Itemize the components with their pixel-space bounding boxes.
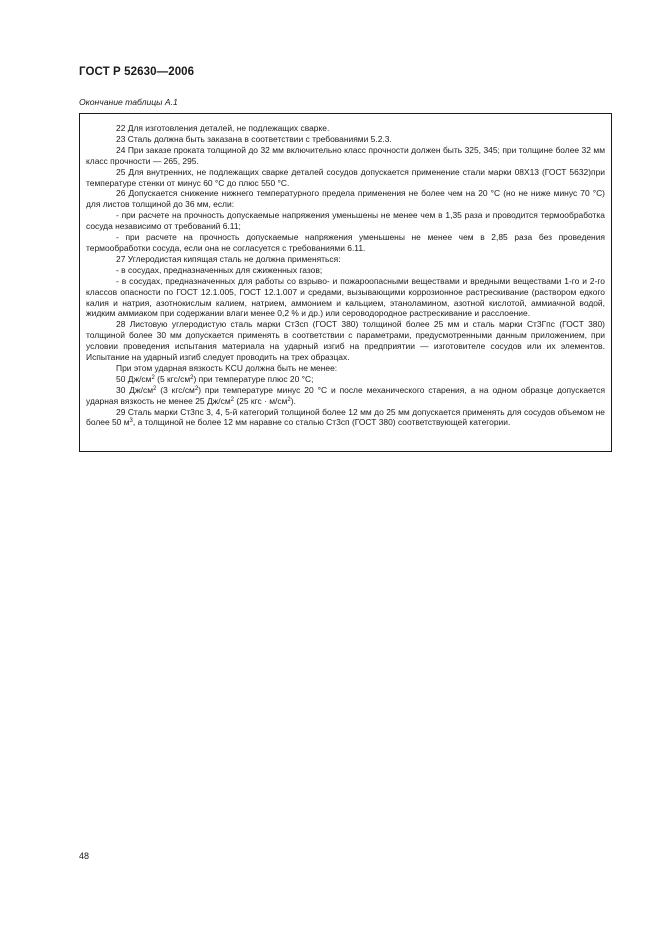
- note-27: 27 Углеродистая кипящая сталь не должна применяться:: [116, 253, 341, 264]
- superscript-2: 2: [194, 385, 199, 392]
- note-28-value-1: [86, 374, 605, 385]
- table-caption: Окончание таблицы А.1: [79, 97, 178, 107]
- note-26-item-a: - при расчете на прочность допускаемые напряжения уменьшены не менее чем в 1,35 раза и проводится термообработка сосуда независимо от требований 6.11;: [86, 210, 605, 232]
- note-28-value-2-post: ).: [290, 395, 296, 406]
- note-28-value-2: [86, 385, 605, 407]
- note-26-item-b: - при расчете на прочность допускаемые напряжения уменьшены не менее чем в 2,85 раза без проведения термообработки сосуда, если она не согласуется с требованиями 6.11.: [86, 232, 605, 253]
- superscript-2: 2: [153, 385, 157, 392]
- note-22: 22 Для изготовления деталей, не подлежащих сварке.: [116, 123, 330, 133]
- note-28-value-1-post: ) при температуре плюс 20 °С;: [193, 373, 314, 384]
- note-27-item-a: - в сосудах, предназначенных для сжиженных газов;: [116, 264, 323, 275]
- note-25: 25 Для внутренних, не подлежащих сварке деталей сосудов допускается применение стали марки 08Х13 (ГОСТ 5632)при температуре стенки от минус 60 °С до плюс 550 °С.: [86, 166, 605, 188]
- note-28: 28 Листовую углеродистую сталь марки Ст3сп (ГОСТ 380) толщиной более 25 мм и сталь марки Ст3Гпс (ГОСТ 380) толщиной более 30 мм допускается применять в соответствии с параметрами, предусмотренными данным приложением, при условии проведения испытания материала на ударный изгиб на предприятии — изготовителе сосудов или их элементов. Испытание на ударный изгиб следует проводить на трех образцах.: [86, 319, 605, 363]
- note-28-value-1-mid: (5 кгс/см: [154, 373, 191, 384]
- note-29-pre: 29 Сталь марки Ст3пс 3, 4, 5-й категорий толщиной более 12 мм до 25 мм допускается применять для сосудов объемом не более 50 м: [86, 406, 605, 428]
- note-28-value-2-mid3: (25 кгс · м/см: [234, 395, 288, 406]
- note-29: [86, 407, 605, 429]
- note-28-value-2-mid: (3 кгс/см: [156, 384, 195, 395]
- document-header: ГОСТ Р 52630—2006: [79, 66, 195, 78]
- page-number: 48: [79, 851, 90, 861]
- superscript-2: 2: [230, 396, 235, 403]
- note-26: 26 Допускается снижение нижнего температурного предела применения не более чем на 20 °С (но не ниже минус 70 °С) для листов толщиной до 36 мм, если:: [86, 188, 605, 210]
- note-28-value-2-pre: 30 Дж/см: [116, 384, 154, 395]
- note-29-post: , а толщиной не более 12 мм наравне со сталью Ст3сп (ГОСТ 380) соответствующей категории.: [132, 417, 511, 428]
- notes-box: [79, 113, 612, 452]
- note-28-value-2-mid2: ) при температуре минус 20 °С и после механического старения, а на одном образце допускается ударная вязкость не менее 25 Дж/см: [86, 384, 606, 406]
- note-23: 23 Сталь должна быть заказана в соответствии с требованиями 5.2.3.: [116, 133, 392, 144]
- note-28-kcu: При этом ударная вязкость KCU должна быть не менее:: [116, 362, 338, 373]
- note-27-item-b: - в сосудах, предназначенных для работы со взрыво- и пожароопасными веществами и вредными веществами 1-го и 2-го классов опасности по ГОСТ 12.1.005, ГОСТ 12.1.007 и средами, вызывающими коррозионное растрескивание (раствором едкого калия и натрия, азотнокислым калием, натрием, аммонием и кальцием, этаноламином, азотной кислотой, аммиачной водой, жидким аммиаком при содержании влаги менее 0,2 % и др.) или сероводородное растрескивание и расслоение.: [86, 275, 605, 319]
- superscript-2: 2: [190, 374, 194, 381]
- note-28-value-1-pre: 50 Дж/см: [116, 373, 152, 384]
- note-24: 24 При заказе проката толщиной до 32 мм включительно класс прочности должен быть 325, 345; при толщине более 32 мм класс прочности — 265, 295.: [86, 144, 605, 166]
- superscript-2: 2: [287, 396, 291, 403]
- superscript-3: 3: [129, 418, 133, 425]
- superscript-2: 2: [151, 374, 155, 381]
